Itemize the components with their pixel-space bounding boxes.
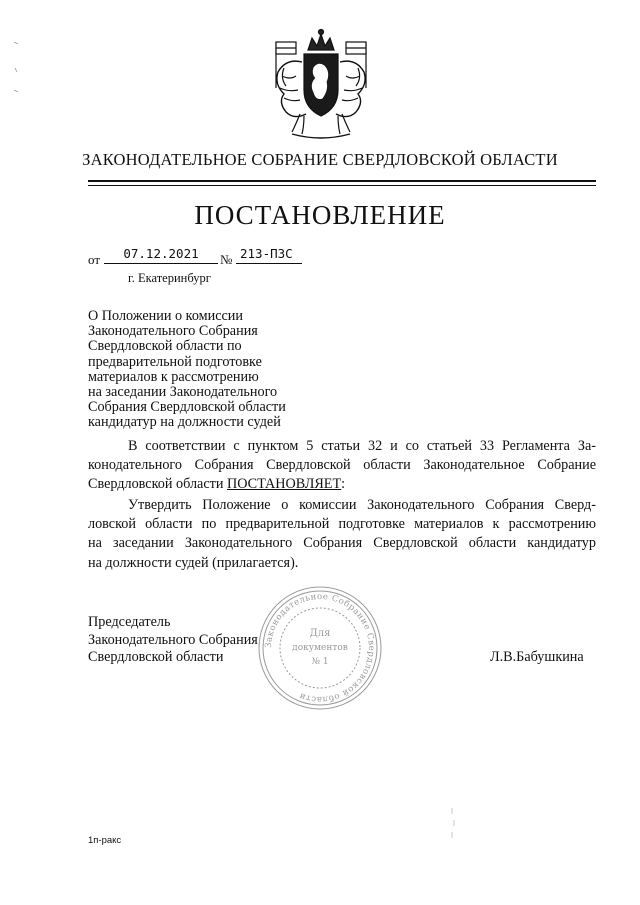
paragraph-text: :: [341, 476, 346, 493]
round-stamp-icon: [256, 584, 384, 712]
paragraph-line: В соответствии с пунктом 5 статьи 32 и со статьей 33 Регламента За-: [128, 438, 596, 454]
signatory-title-line: Свердловской области: [88, 649, 224, 665]
signatory-title-line: Председатель: [88, 614, 171, 630]
subject-line: предварительной подготовке: [88, 353, 262, 370]
paragraph-line: конодательного Собрания Свердловской области Законодательное Собрание: [88, 457, 596, 474]
subject-line: кандидатур на должности судей: [88, 414, 281, 431]
coat-of-arms-icon: [256, 28, 386, 144]
footer-code: 1п-ракс: [88, 835, 122, 846]
subject-line: Собрания Свердловской области: [88, 399, 286, 416]
document-type-title: ПОСТАНОВЛЕНИЕ: [194, 200, 446, 230]
paragraph-line: ловской области по предварительной подготовке материалов к рассмотрению: [88, 516, 596, 533]
signatory-name: Л.В.Бабушкина: [490, 649, 584, 665]
paragraph-text: Свердловской области: [88, 476, 227, 493]
resolution-paragraph: [88, 496, 596, 573]
paragraph-line: на должности судей (прилагается).: [88, 554, 299, 571]
subject-line: материалов к рассмотрению: [88, 368, 259, 385]
paragraph-line: Утвердить Положение о комиссии Законодательного Собрания Сверд-: [128, 497, 596, 513]
paragraph-line: [88, 475, 596, 494]
document-date: 07.12.2021: [104, 246, 218, 264]
seal-center-line: № 1: [311, 657, 329, 667]
seal-center-line: документов: [292, 643, 348, 653]
scan-marks: [448, 806, 458, 846]
document-number: 213-ПЗС: [236, 246, 302, 264]
preamble-paragraph: [88, 437, 596, 495]
organization-title: ЗАКОНОДАТЕЛЬНОЕ СОБРАНИЕ СВЕРДЛОВСКОЙ ОБЛАСТИ: [82, 150, 558, 169]
city: г. Екатеринбург: [128, 271, 211, 285]
header-rule-thick: [88, 180, 596, 182]
seal-center-line: Для: [309, 628, 331, 639]
scan-edge-marks: [12, 40, 20, 100]
header-rule-thin: [88, 185, 596, 186]
date-prefix: от: [88, 252, 101, 267]
document-subject: [88, 309, 286, 431]
signatory-title-line: Законодательного Собрания: [88, 631, 258, 648]
number-prefix: №: [220, 252, 233, 267]
decree-word: ПОСТАНОВЛЯЕТ: [226, 476, 342, 493]
seal-ring-text: Законодательное Собрание Свердловской области: [263, 591, 377, 705]
subject-line: на заседании Законодательного: [88, 384, 278, 401]
subject-line: Законодательного Собрания: [88, 323, 258, 340]
paragraph-line: на заседании Законодательного Собрания Свердловской области кандидатур: [88, 535, 596, 552]
subject-line: О Положении о комиссии: [88, 308, 243, 324]
subject-line: Свердловской области по: [88, 338, 242, 355]
signatory-title: [88, 614, 258, 667]
